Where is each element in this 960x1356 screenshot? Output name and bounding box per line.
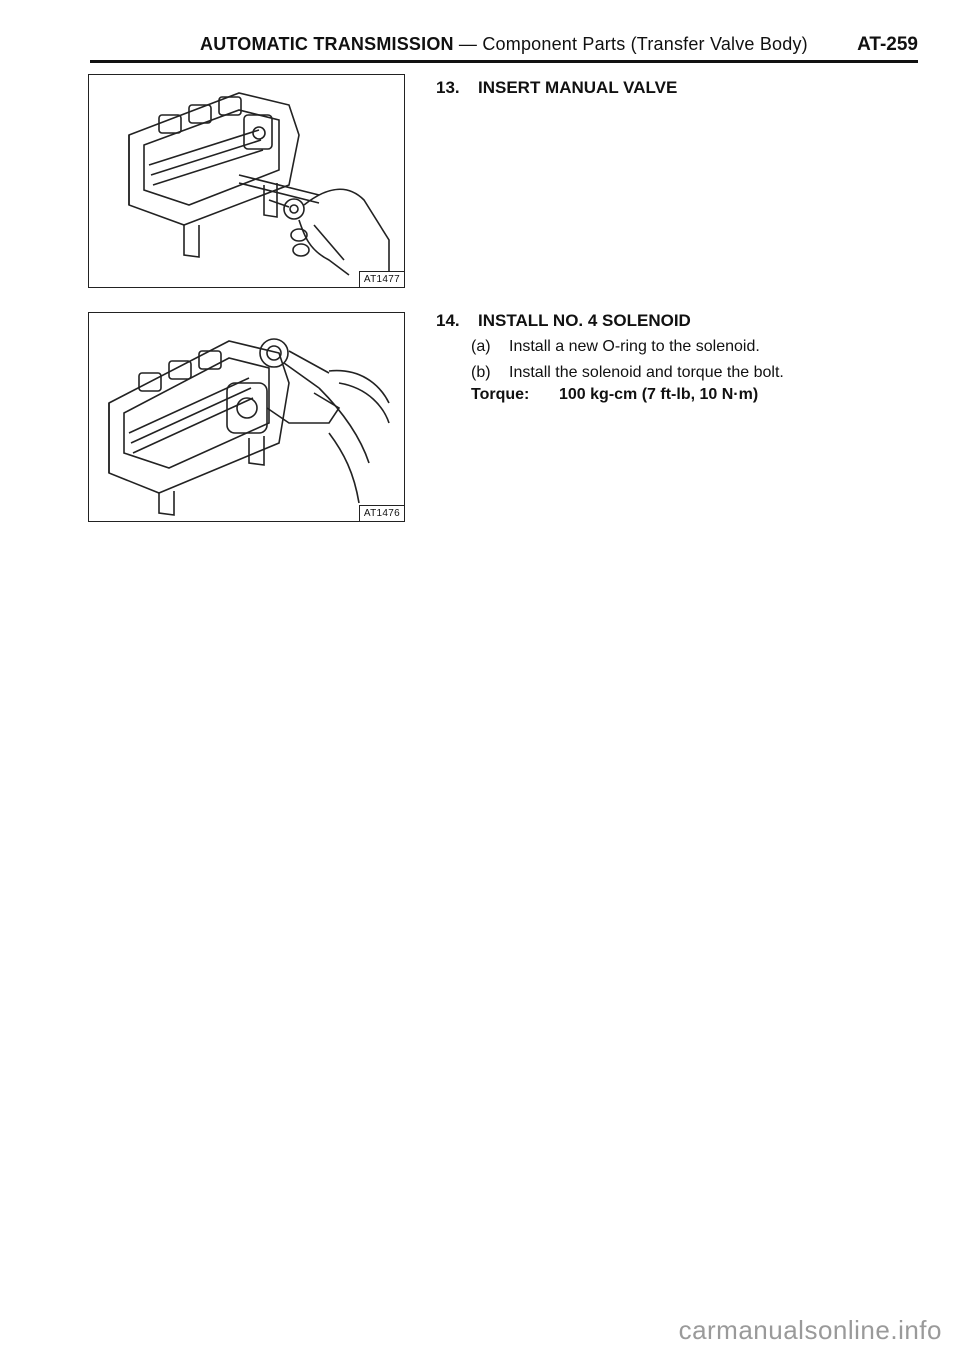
substep-a [471, 338, 760, 356]
valve-body-illustration-1 [89, 75, 404, 287]
step-14 [436, 311, 691, 331]
section-title-sub: — Component Parts (Transfer Valve Body) [453, 34, 808, 54]
valve-body-illustration-2 [89, 313, 404, 521]
step-title: INSTALL NO. 4 SOLENOID [478, 311, 691, 330]
figure-insert-manual-valve [88, 74, 405, 288]
figure-code: AT1477 [359, 271, 404, 287]
torque-value: 100 kg-cm (7 ft-lb, 10 N·m) [559, 386, 759, 403]
figure-code: AT1476 [359, 505, 404, 521]
step-number: 13. [436, 78, 460, 97]
figure-install-solenoid [88, 312, 405, 522]
torque-label: Torque: [471, 386, 530, 403]
substep-b [471, 364, 784, 382]
section-title-main: AUTOMATIC TRANSMISSION [200, 34, 454, 54]
torque-spec [471, 386, 758, 404]
section-title [200, 34, 808, 55]
page-header [90, 34, 918, 64]
page-number: AT-259 [857, 34, 918, 55]
substep-text: Install the solenoid and torque the bolt. [509, 364, 784, 381]
substep-text: Install a new O-ring to the solenoid. [509, 338, 760, 355]
step-title: INSERT MANUAL VALVE [478, 78, 678, 97]
header-rule [90, 60, 918, 63]
step-13 [436, 78, 677, 98]
substep-letter: (a) [471, 338, 491, 355]
watermark: carmanualsonline.info [678, 1315, 942, 1345]
substep-letter: (b) [471, 364, 491, 381]
step-number: 14. [436, 311, 460, 330]
